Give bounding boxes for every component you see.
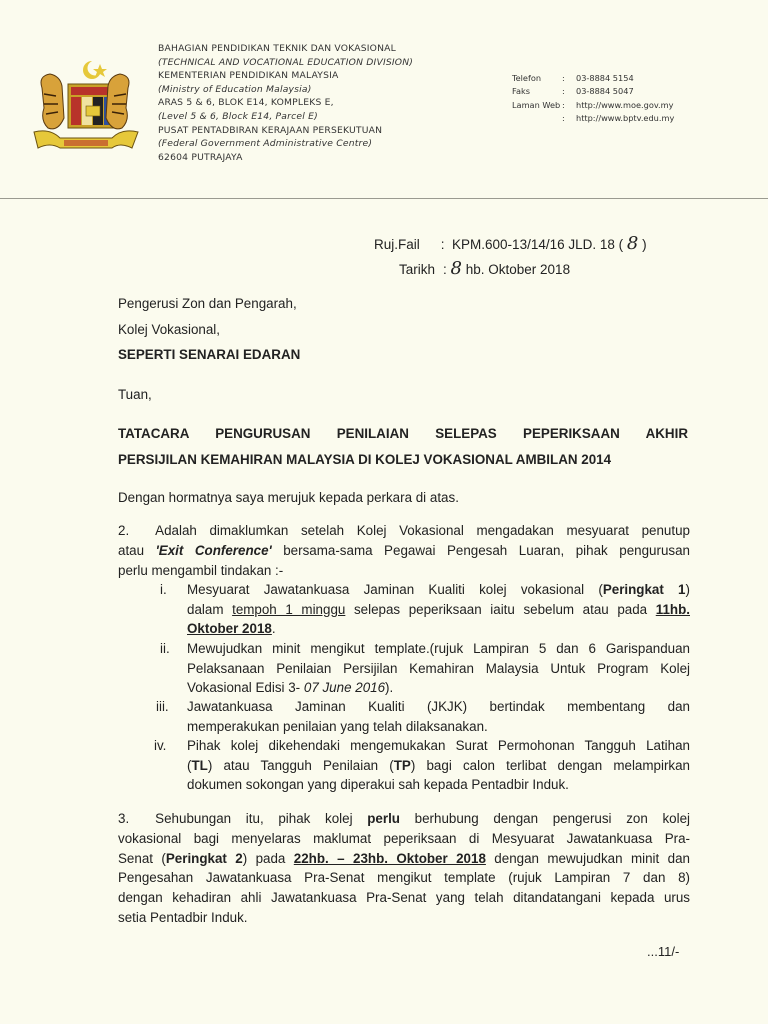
letterhead-line: (Level 5 & 6, Block E14, Parcel E) xyxy=(158,110,318,122)
contact-web-2: : http://www.bptv.edu.my xyxy=(512,112,674,125)
para2-number: 2. xyxy=(118,523,130,538)
item-number: iii. xyxy=(156,699,169,714)
date-label: Tarikh xyxy=(399,262,436,277)
para3-line-3 xyxy=(118,849,690,869)
item-line xyxy=(187,619,690,639)
para3-line-5: dengan kehadiran ahli Jawatankuasa Pra-Senat yang telah ditandatangani kepada urus xyxy=(118,890,690,906)
item-text-bold-underlined: 11hb. xyxy=(655,601,690,617)
item-line xyxy=(187,580,690,600)
item-text: ). xyxy=(385,680,394,695)
coat-of-arms-icon xyxy=(30,58,140,158)
letterhead-line: (TECHNICAL AND VOCATIONAL EDUCATION DIVISION) xyxy=(158,56,414,68)
para3-number: 3. xyxy=(118,811,130,826)
contact-label: Telefon xyxy=(512,73,542,83)
letterhead-contact xyxy=(512,72,674,126)
para3-text-bold: perlu xyxy=(367,811,400,826)
para2-line-2 xyxy=(118,541,690,561)
paragraph-2 xyxy=(118,521,690,580)
item-text-underlined: tempoh 1 minggu xyxy=(232,601,346,617)
letterhead-divider xyxy=(0,198,768,199)
file-ref-handwritten: 8 xyxy=(626,233,639,254)
item-text: ) xyxy=(685,582,690,597)
subject-line-2: PERSIJILAN KEMAHIRAN MALAYSIA DI KOLEJ VOKASIONAL AMBILAN 2014 xyxy=(118,452,612,467)
item-line: Jawatankuasa Jaminan Kualiti (JKJK) bertindak membentang dan xyxy=(187,699,690,714)
item-body xyxy=(187,639,690,698)
letterhead-line: KEMENTERIAN PENDIDIKAN MALAYSIA xyxy=(158,70,339,82)
letterhead-line: PUSAT PENTADBIRAN KERAJAAN PERSEKUTUAN xyxy=(158,124,383,136)
para3-text: Sehubungan itu, pihak kolej xyxy=(155,811,368,826)
item-line: dokumen sokongan yang diperakui sah kepada Pentadbir Induk. xyxy=(187,777,569,792)
item-text-bold: Peringkat 1 xyxy=(602,582,686,597)
para3-text: dengan mewujudkan minit dan xyxy=(485,850,690,866)
contact-label: Laman Web xyxy=(512,99,561,110)
para3-text: berhubung dengan pengerusi zon kolej xyxy=(399,811,690,826)
recipient-line-3: SEPERTI SENARAI EDARAN xyxy=(118,347,301,362)
item-text-italic: 07 June 2016 xyxy=(303,680,386,695)
contact-label: Faks xyxy=(512,86,530,97)
date-reference: Tarikh : 8 hb. Oktober 2018 xyxy=(399,258,571,279)
contact-label xyxy=(512,112,562,125)
item-text: selepas peperiksaan iaitu sebelum atau pada xyxy=(345,601,656,617)
para3-text-bold-underlined: 22hb. – 23hb. Oktober 2018 xyxy=(293,850,486,866)
recipient-line-2: Kolej Vokasional, xyxy=(118,322,220,337)
file-reference: Ruj.Fail : KPM.600-13/14/16 JLD. 18 ( 8 ) xyxy=(374,233,647,254)
item-text: . xyxy=(271,621,276,636)
item-text-bold-underlined: Oktober 2018 xyxy=(187,621,272,636)
item-number: ii. xyxy=(160,641,170,656)
para2-text: atau xyxy=(118,542,156,558)
item-text: ) atau Tangguh Penilaian ( xyxy=(207,757,394,773)
exit-conference-term: 'Exit Conference' xyxy=(155,542,272,558)
item-line xyxy=(187,756,690,776)
file-ref-label: Ruj.Fail xyxy=(374,237,420,252)
file-ref-close: ) xyxy=(642,237,647,252)
contact-link[interactable]: http://www.bptv.edu.my xyxy=(576,113,675,124)
item-text-bold: TP xyxy=(393,757,411,773)
paragraph-3 xyxy=(118,809,690,928)
contact-fax: Faks : 03-8884 5047 xyxy=(512,85,674,98)
para2-line-1 xyxy=(118,521,690,541)
item-text: Vokasional Edisi 3- xyxy=(187,680,304,695)
para2-text: bersama-sama Pegawai Pengesah Luaran, pihak pengurusan xyxy=(271,542,690,558)
recipient-line-1: Pengerusi Zon dan Pengarah, xyxy=(118,296,297,311)
salutation: Tuan, xyxy=(118,387,152,402)
para3-text-bold: Peringkat 2 xyxy=(165,850,243,866)
item-text: Mesyuarat Jawatankuasa Jaminan Kualiti kolej vokasional ( xyxy=(187,582,603,597)
subject-line-1: TATACARA PENGURUSAN PENILAIAN SELEPAS PEPERIKSAAN AKHIR xyxy=(118,426,688,441)
date-handwritten: 8 xyxy=(450,258,462,279)
item-line xyxy=(187,678,690,698)
para2-line-3: perlu mengambil tindakan :- xyxy=(118,562,284,578)
item-text: ( xyxy=(187,757,192,773)
item-number: i. xyxy=(160,582,167,597)
item-body xyxy=(187,580,690,639)
item-number: iv. xyxy=(154,738,167,753)
file-ref-value: KPM.600-13/14/16 JLD. 18 ( xyxy=(452,237,624,252)
para3-line-1 xyxy=(118,809,690,829)
para3-line-2: vokasional bagi menyelaras maklumat peperiksaan di Mesyuarat Jawatankuasa Pra- xyxy=(118,830,690,846)
contact-link[interactable]: http://www.moe.gov.my xyxy=(576,99,674,110)
contact-value: 03-8884 5154 xyxy=(576,73,634,83)
item-body xyxy=(187,697,690,736)
letterhead-line: BAHAGIAN PENDIDIKAN TEKNIK DAN VOKASIONAL xyxy=(158,43,396,54)
letterhead-line: (Federal Government Administrative Centre) xyxy=(158,138,373,150)
item-body xyxy=(187,736,690,795)
contact-phone: Telefon : 03-8884 5154 xyxy=(512,72,674,85)
item-text: ) bagi calon terlibat dengan melampirkan xyxy=(410,757,690,773)
page-continuation: ...11/- xyxy=(647,944,680,959)
contact-web: Laman Web : http://www.moe.gov.my xyxy=(512,99,674,112)
para3-text: Senat ( xyxy=(118,850,166,866)
item-line: Pihak kolej dikehendaki mengemukakan Surat Permohonan Tangguh Latihan xyxy=(187,738,690,753)
letterhead-address xyxy=(158,42,413,164)
letterhead-line: ARAS 5 & 6, BLOK E14, KOMPLEKS E, xyxy=(158,97,334,109)
para3-line-4: Pengesahan Jawatankuasa Pra-Senat mengikut template (rujuk Lampiran 7 dan 8) xyxy=(118,870,690,886)
para3-text: ) pada xyxy=(242,850,294,866)
opening-sentence: Dengan hormatnya saya merujuk kepada perkara di atas. xyxy=(118,490,459,505)
para2-text: Adalah dimaklumkan setelah Kolej Vokasional mengadakan mesyuarat penutup xyxy=(155,523,690,538)
letterhead-line: 62604 PUTRAJAYA xyxy=(158,151,243,163)
item-text: dalam xyxy=(187,601,233,617)
para3-line-6: setia Pentadbir Induk. xyxy=(118,909,248,925)
contact-value: 03-8884 5047 xyxy=(576,86,634,97)
date-value: hb. Oktober 2018 xyxy=(465,262,571,277)
item-line xyxy=(187,600,690,620)
letterhead-line: (Ministry of Education Malaysia) xyxy=(158,83,312,95)
item-text-bold: TL xyxy=(191,757,208,773)
item-line: memperakukan penilaian yang telah dilaksanakan. xyxy=(187,718,488,734)
item-line: Mewujudkan minit mengikut template.(rujuk Lampiran 5 dan 6 Garispanduan xyxy=(187,641,690,656)
item-line: Pelaksanaan Penilaian Persijilan Kemahiran Malaysia Untuk Program Kolej xyxy=(187,660,690,676)
